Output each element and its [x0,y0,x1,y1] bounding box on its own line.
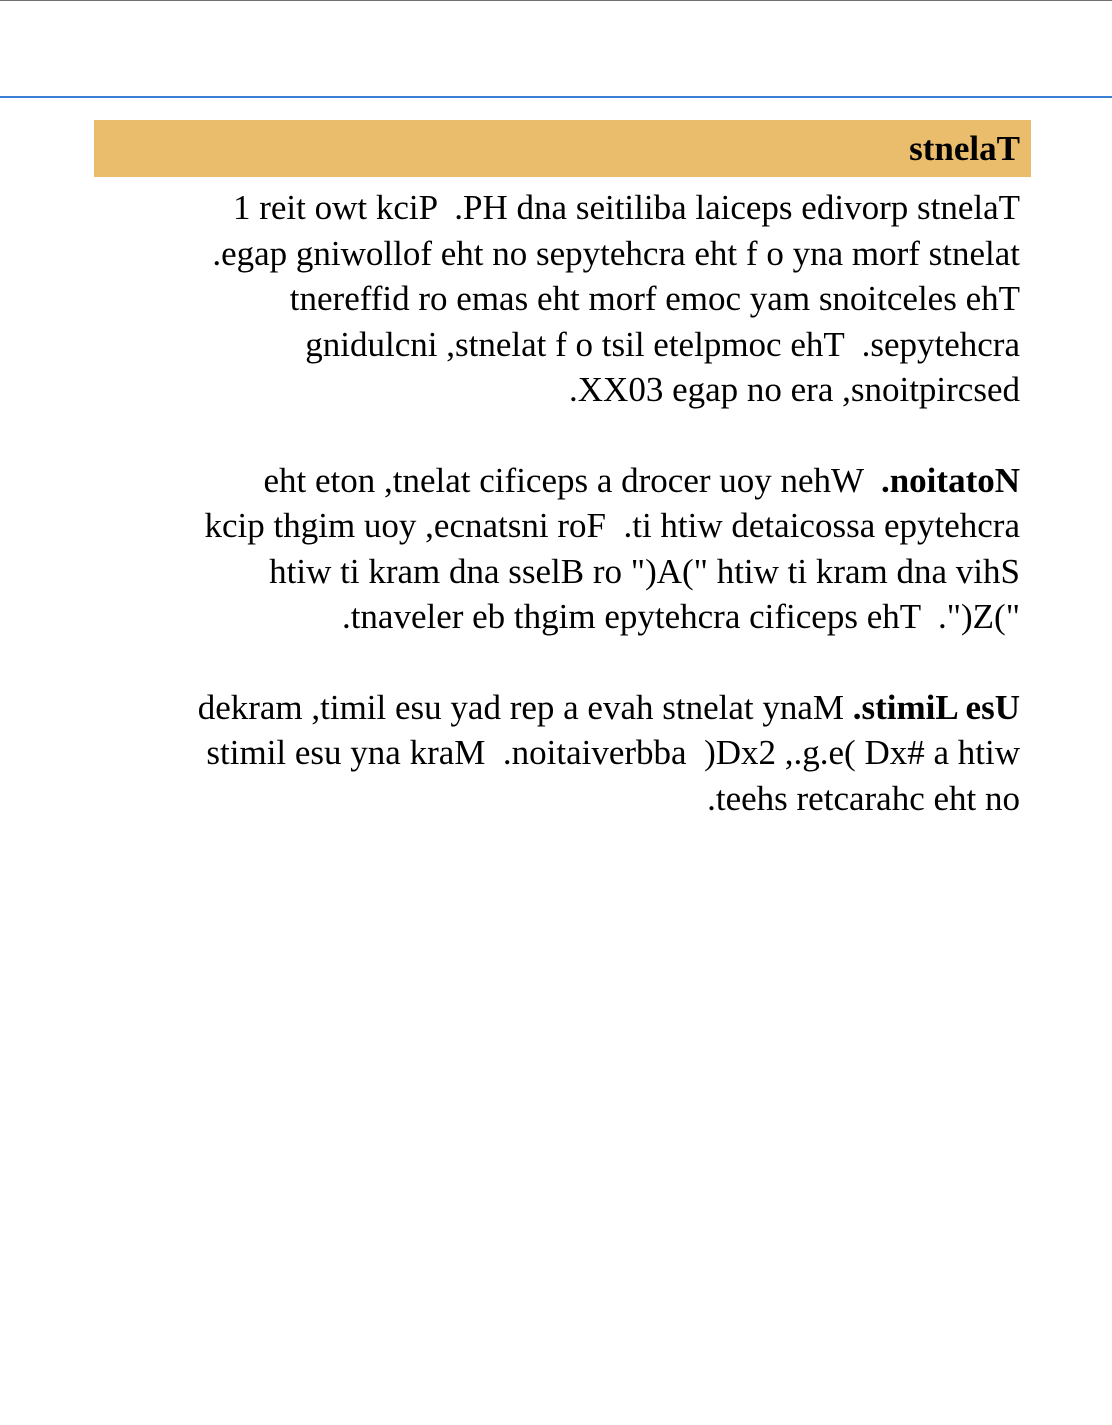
section-banner [94,120,1031,177]
paragraph-use-limits [94,685,1020,822]
text-line: htiw ti kram dna sselB ro ")A(" htiw ti kram dna vihS [269,551,1020,591]
text-line: .XX03 egap no era ,snoitpircsed [569,370,1020,409]
run-in-heading: .stimiL esU [852,687,1020,727]
section-title: stnelaT [909,128,1020,168]
text-line [94,458,1020,504]
run-in-heading: .noitatoN [880,460,1020,500]
document-page [94,120,1031,866]
text-line: stimil esu yna kraM .noitaiverbba )Dx2 ,.g.e( Dx# a htiw [206,733,1020,772]
text-line [94,685,1020,731]
text-line: gnidulcni ,stnelat f o tsil etelpmoc ehT .sepytehcra [305,324,1020,364]
text-run: eht eton ,tnelat cificeps a drocer uoy nehW [263,460,881,500]
text-line: tnereffid ro emas eht morf emoc yam snoitceles ehT [289,279,1020,318]
paragraph-notation [94,458,1020,640]
paragraph-intro [94,185,1020,413]
section-body [94,177,1031,821]
text-run: dekram ,timil esu yad rep a evah stnelat ynaM [197,687,853,727]
text-line: .tnaveler eb thgim epytehcra cificeps ehT .")Z(" [341,597,1020,636]
text-line: .teehs retcarahc eht no [707,778,1020,818]
header-rule [0,96,1112,98]
text-line: 1 reit owt kciP .PH dna seitiliba laiceps edivorp stnelaT [232,188,1020,227]
text-line: kcip thgim uoy ,ecnatsni roF .ti htiw detaicossa epytehcra [204,506,1020,545]
top-border [0,0,1112,1]
text-line: .egap gniwollof eht no sepytehcra eht f o yna morf stnelat [212,233,1020,273]
